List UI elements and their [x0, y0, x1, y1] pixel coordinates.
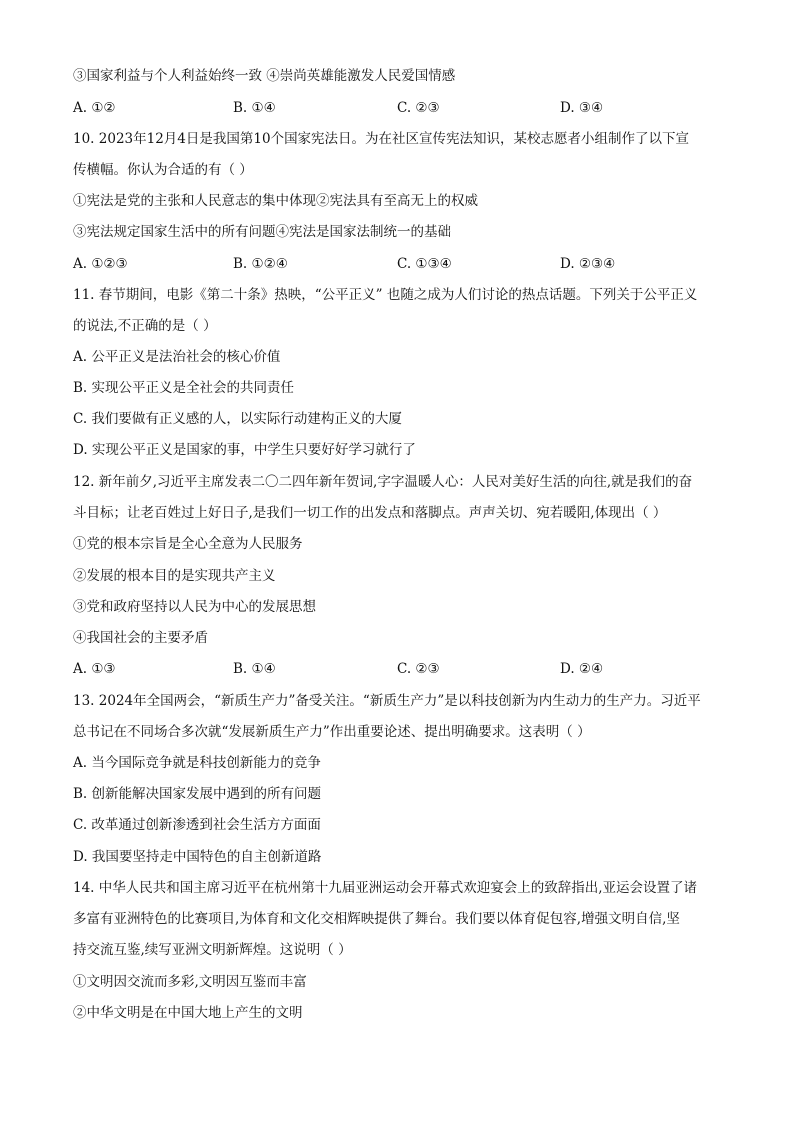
q12-stem-line-1: 12. 新年前夕,习近平主席发表二〇二四年新年贺词,字字温暖人心：人民对美好生活的向往,就是我们的奋	[73, 474, 693, 490]
q13-option-d: D. 我国要坚持走中国特色的自主创新道路	[73, 849, 322, 865]
q12-item-2: ②发展的根本目的是实现共产主义	[73, 568, 276, 584]
q9-options	[73, 99, 733, 117]
q10-item-line-2: ③宪法规定国家生活中的所有问题④宪法是国家法制统一的基础	[73, 224, 451, 240]
q12-option-d: D. ②④	[560, 661, 604, 677]
q13-option-a: A. 当今国际竞争就是科技创新能力的竞争	[73, 755, 321, 771]
q10-options	[73, 255, 733, 273]
q10-stem-line-2: 传横幅。你认为合适的有（ ）	[73, 162, 253, 178]
q13-stem-line-1: 13. 2024年全国两会，“新质生产力”备受关注。“新质生产力”是以科技创新为内生动力的生产力。习近平	[73, 693, 701, 709]
q9-option-d: D. ③④	[560, 100, 604, 116]
q11-stem-line-2: 的说法,不正确的是（ ）	[73, 318, 217, 334]
q10-option-c: C. ①③④	[397, 256, 452, 272]
q14-stem-line-2: 多富有亚洲特色的比赛项目,为体育和文化交相辉映提供了舞台。我们要以体育促包容,增强文明自信,坚	[73, 911, 680, 927]
q10-option-a: A. ①②③	[73, 256, 128, 272]
q11-option-b: B. 实现公平正义是全社会的共同责任	[73, 380, 295, 396]
q12-item-4: ④我国社会的主要矛盾	[73, 630, 208, 646]
q10-item-line-1: ①宪法是党的主张和人民意志的集中体现②宪法具有至高无上的权威	[73, 193, 478, 209]
q13-stem-line-2: 总书记在不同场合多次就“发展新质生产力”作出重要论述、提出明确要求。这表明（ ）	[73, 724, 591, 740]
q14-item-2: ②中华文明是在中国大地上产生的文明	[73, 1005, 303, 1021]
q12-item-3: ③党和政府坚持以人民为中心的发展思想	[73, 599, 316, 615]
q14-item-1: ①文明因交流而多彩,文明因互鉴而丰富	[73, 974, 307, 990]
q10-option-b: B. ①②④	[233, 256, 288, 272]
q9-option-a: A. ①②	[73, 100, 116, 116]
q12-options	[73, 660, 733, 678]
q12-item-1: ①党的根本宗旨是全心全意为人民服务	[73, 536, 303, 552]
q12-option-a: A. ①③	[73, 661, 116, 677]
q10-option-d: D. ②③④	[560, 256, 616, 272]
q12-option-c: C. ②③	[397, 661, 440, 677]
q13-option-b: B. 创新能解决国家发展中遇到的所有问题	[73, 786, 322, 802]
q11-option-d: D. 实现公平正义是国家的事，中学生只要好好学习就行了	[73, 442, 416, 458]
q13-option-c: C. 改革通过创新渗透到社会生活方方面面	[73, 817, 321, 833]
q12-stem-line-2: 斗目标；让老百姓过上好日子,是我们一切工作的出发点和落脚点。声声关切、宛若暖阳,体现出（ ）	[73, 505, 667, 521]
q14-stem-line-3: 持交流互鉴,续写亚洲文明新辉煌。这说明（ ）	[73, 942, 352, 958]
q11-stem-line-1: 11. 春节期间，电影《第二十条》热映，“公平正义” 也随之成为人们讨论的热点话题。下列关于公平正义	[73, 287, 698, 303]
q9-option-b: B. ①④	[233, 100, 276, 116]
q12-option-b: B. ①④	[233, 661, 276, 677]
q14-stem-line-1: 14. 中华人民共和国主席习近平在杭州第十九届亚洲运动会开幕式欢迎宴会上的致辞指出,亚运会设置了诸	[73, 880, 698, 896]
q9-option-c: C. ②③	[397, 100, 440, 116]
q11-option-a: A. 公平正义是法治社会的核心价值	[73, 349, 281, 365]
q10-stem-line-1: 10. 2023年12月4日是我国第10个国家宪法日。为在社区宣传宪法知识，某校志愿者小组制作了以下宣	[73, 131, 690, 147]
q11-option-c: C. 我们要做有正义感的人，以实际行动建构正义的大厦	[73, 411, 402, 427]
q9-items-line: ③国家利益与个人利益始终一致 ④崇尚英雄能激发人民爱国情感	[73, 68, 456, 84]
